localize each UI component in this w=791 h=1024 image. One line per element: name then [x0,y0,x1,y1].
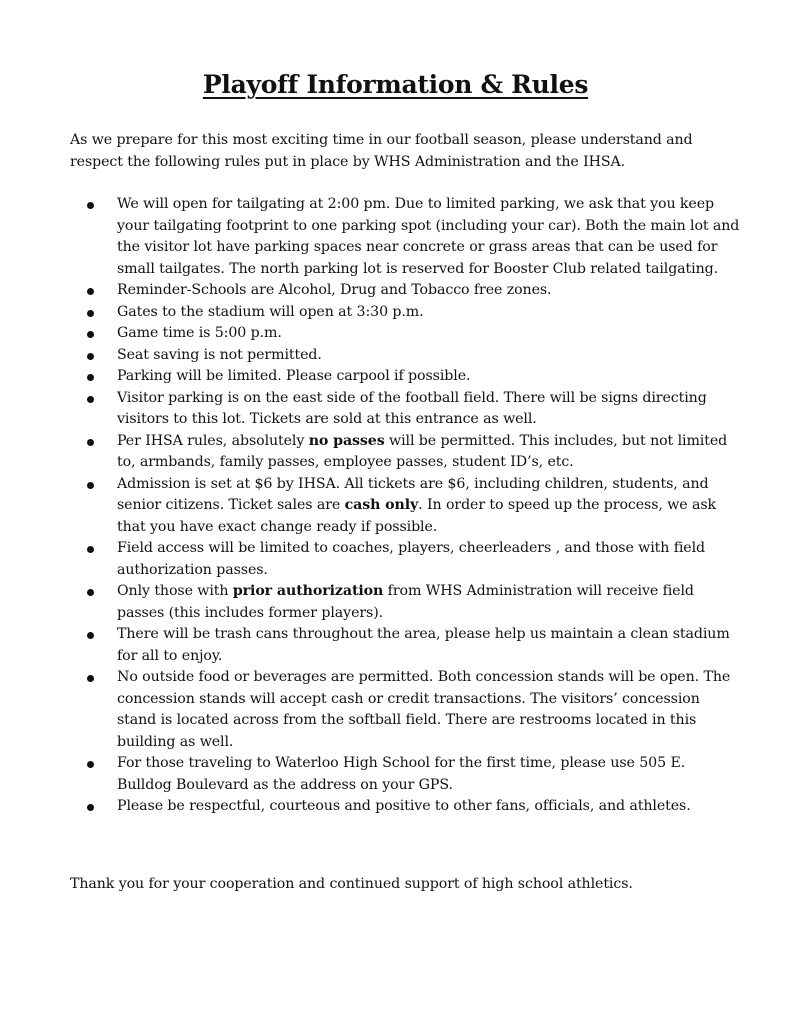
bullet-icon [87,589,94,596]
rule-item [70,323,742,345]
rule-emphasis: prior authorization [232,583,384,599]
rule-text: We will open for tailgating at 2:00 pm. Due to limited parking, we ask that you keep your tailgating footprint to one parking spot (including your car). Both the main lot and the visitor lot have parking spaces near concrete or grass areas that can be used for small tailgates. The north parking lot is reserved for Booster Club related tailgating. [117,196,740,277]
bullet-icon [87,632,94,639]
bullet-icon [87,675,94,682]
rule-text: There will be trash cans throughout the area, please help us maintain a clean stadium for all to enjoy. [117,626,730,664]
bullet-icon [87,482,94,489]
rule-item [70,753,742,796]
rule-item [70,538,742,581]
rule-text: Per IHSA rules, absolutely [117,432,309,449]
rule-text: Parking will be limited. Please carpool if possible. [117,368,471,384]
bullet-icon [87,761,94,768]
rule-text: Admission is set at $6 by IHSA. All tickets are $6, including children, students, and senior citizens. Ticket sales are [117,475,709,513]
bullet-icon [87,310,94,317]
rule-item [70,431,742,474]
rule-text: Reminder-Schools are Alcohol, Drug and Tobacco free zones. [117,282,552,298]
bullet-icon [87,202,94,209]
rule-item [70,474,742,539]
rule-text: Seat saving is not permitted. [117,346,322,363]
rule-item [70,388,742,431]
rule-text: Visitor parking is on the east side of the football field. There will be signs directing visitors to this lot. Tickets are sold at this entrance as well. [117,389,707,427]
rule-item [70,667,742,753]
bullet-icon [87,439,94,446]
bullet-icon [87,804,94,811]
rule-text: Please be respectful, courteous and positive to other fans, officials, and athletes. [117,798,691,814]
rule-item [70,194,742,280]
rule-text: For those traveling to Waterloo High School for the first time, please use 505 E. Bulldog Boulevard as the address on your GPS. [117,755,686,793]
rule-item [70,366,742,388]
rule-text: Field access will be limited to coaches, players, cheerleaders , and those with field authorization passes. [117,540,705,578]
rule-item [70,302,742,324]
rule-text-continued: will be permitted. This includes, but not limited to, armbands, family passes, employee passes, student ID’s, etc. [117,432,728,470]
rule-item [70,280,742,302]
bullet-icon [87,288,94,295]
rule-text: No outside food or beverages are permitted. Both concession stands will be open. The concession stands will accept cash or credit transactions. The visitors’ concession stand is located across from the softball field. There are restrooms located in this building as well. [117,669,731,750]
bullet-icon [87,396,94,403]
rule-text: Game time is 5:00 p.m. [117,325,282,341]
closing-paragraph: Thank you for your cooperation and continued support of high school athletics. [70,876,633,892]
intro-paragraph: As we prepare for this most exciting time in our football season, please understand and respect the following rules put in place by WHS Administration and the IHSA. [70,132,693,170]
bullet-icon [87,374,94,381]
bullet-icon [87,546,94,553]
rule-emphasis: no passes [308,432,385,449]
rule-item [70,796,742,818]
rule-text-continued: from WHS Administration will receive field passes (this includes former players). [117,583,694,621]
rule-text-continued: . In order to speed up the process, we ask that you have exact change ready if possible. [117,497,717,535]
rules-list [70,194,742,818]
bullet-icon [87,353,94,360]
rule-emphasis: cash only [344,497,419,513]
rule-text: Only those with [117,583,233,599]
page-title: Playoff Information & Rules [202,70,589,99]
bullet-icon [87,331,94,338]
rule-item [70,624,742,667]
rule-text: Gates to the stadium will open at 3:30 p.m. [117,303,424,320]
rule-item [70,345,742,367]
rule-item [70,581,742,624]
